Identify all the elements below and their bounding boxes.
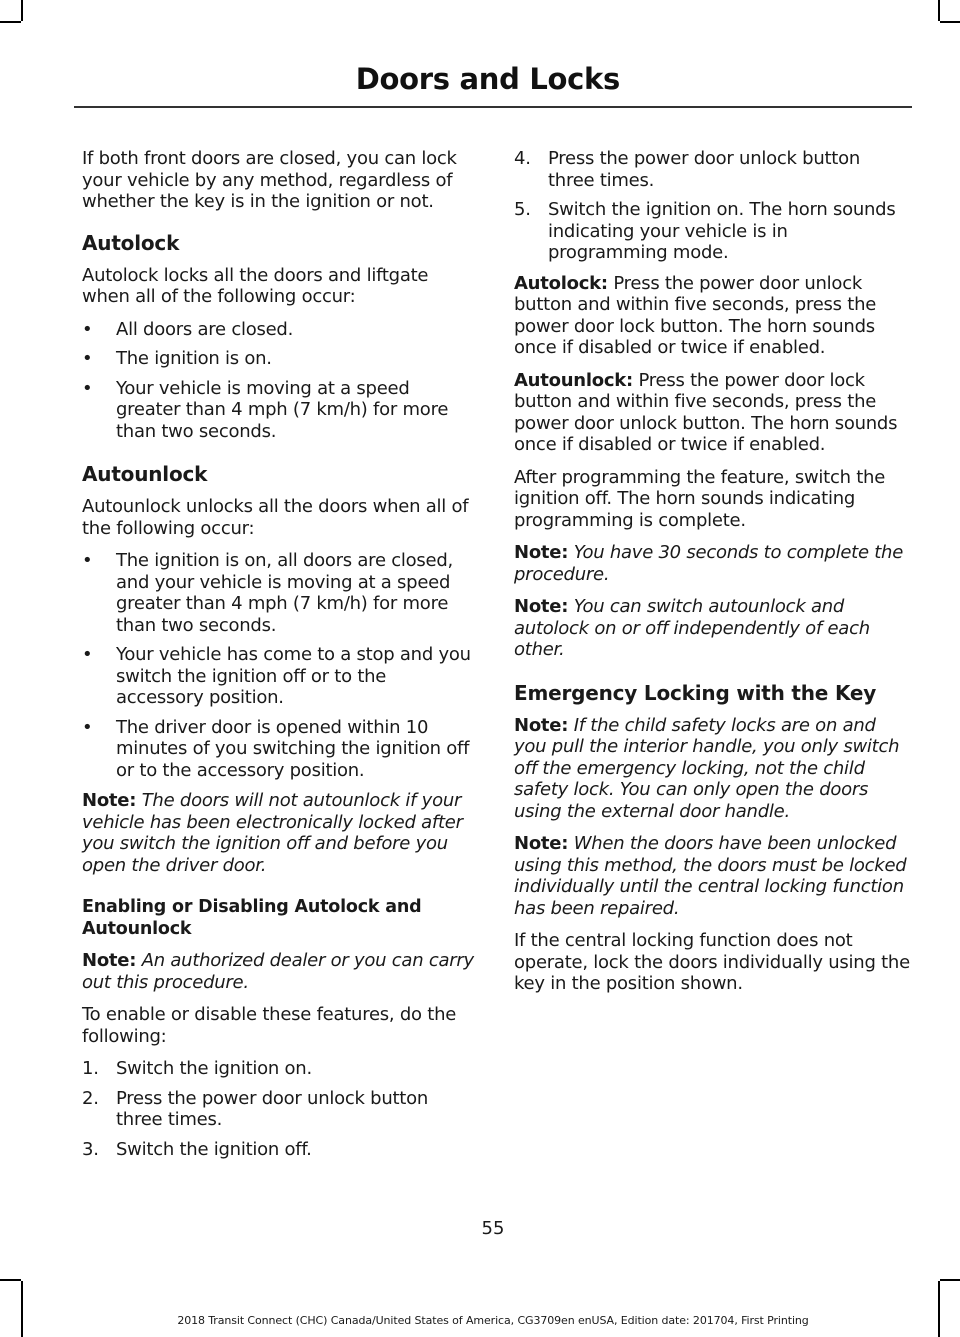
autounlock-paragraph: Autounlock unlocks all the doors when all of the following occur: bbox=[82, 496, 469, 539]
bullet-icon: • bbox=[82, 377, 93, 399]
right-column bbox=[514, 148, 910, 1006]
autolock-instruction bbox=[514, 273, 910, 359]
autounlock-instruction bbox=[514, 370, 910, 456]
note-label: Note: bbox=[514, 542, 569, 563]
note-text: An authorized dealer or you can carry out this procedure. bbox=[82, 950, 474, 993]
step-number: 5. bbox=[514, 199, 531, 220]
note-label: Note: bbox=[514, 596, 569, 617]
page-title: Doors and Locks bbox=[355, 62, 620, 96]
emergency-note-1 bbox=[514, 715, 910, 823]
enabling-note bbox=[82, 950, 478, 993]
step-item bbox=[514, 148, 910, 191]
list-item-text: The driver door is opened within 10 minutes of you switching the ignition off or to the accessory position. bbox=[116, 716, 470, 781]
note-label: Note: bbox=[82, 950, 137, 971]
list-item bbox=[82, 550, 478, 636]
bullet-icon: • bbox=[82, 716, 93, 738]
list-item-text: All doors are closed. bbox=[116, 318, 294, 340]
crop-mark bbox=[21, 0, 23, 21]
emergency-note-2 bbox=[514, 833, 910, 919]
autounlock-bullet-list bbox=[82, 550, 478, 781]
intro-paragraph: If both front doors are closed, you can lock your vehicle by any method, regardless of whether the key is in the ignition or not. bbox=[82, 148, 457, 212]
crop-mark bbox=[21, 1281, 23, 1337]
list-item bbox=[82, 644, 478, 709]
autolock-instruction-text: Press the power door unlock button and within five seconds, press the power door lock button. The horn sounds once if disabled or twice if enabled. bbox=[514, 272, 877, 358]
list-item bbox=[82, 319, 478, 341]
step-number: 4. bbox=[514, 148, 531, 169]
footer-text: 2018 Transit Connect (CHC) Canada/United States of America, CG3709en enUSA, Edition date: 201704, First Printing bbox=[177, 1314, 809, 1327]
list-item-text: The ignition is on, all doors are closed, and your vehicle is moving at a speed greater than 4 mph (7 km/h) for more than two seconds. bbox=[116, 550, 453, 636]
autounlock-label: Autounlock: bbox=[514, 369, 633, 391]
step-number: 1. bbox=[82, 1058, 99, 1079]
list-item-text: Your vehicle is moving at a speed greater than 4 mph (7 km/h) for more than two seconds. bbox=[116, 377, 449, 442]
autolock-paragraph: Autolock locks all the doors and liftgate when all of the following occur: bbox=[82, 264, 429, 307]
programming-note-2 bbox=[514, 596, 910, 661]
note-label: Note: bbox=[514, 714, 569, 736]
enabling-steps-list bbox=[82, 1058, 478, 1160]
crop-mark bbox=[940, 1279, 960, 1281]
list-item-text: Your vehicle has come to a stop and you switch the ignition off or to the accessory position. bbox=[116, 644, 471, 708]
note-label: Note: bbox=[82, 790, 137, 811]
step-text: Switch the ignition on. The horn sounds indicating your vehicle is in programming mode. bbox=[548, 199, 896, 263]
header-rule bbox=[74, 106, 912, 108]
after-programming-paragraph: After programming the feature, switch the ignition off. The horn sounds indicating programming is complete. bbox=[514, 466, 886, 531]
step-number: 2. bbox=[82, 1087, 99, 1109]
programming-steps-list bbox=[514, 148, 910, 264]
crop-mark bbox=[938, 0, 940, 21]
step-item bbox=[514, 199, 910, 264]
autounlock-instruction-text: Press the power door lock button and within five seconds, press the power door unlock button. The horn sounds once if disabled or twice if enabled. bbox=[514, 369, 898, 455]
crop-mark bbox=[938, 1281, 940, 1337]
bullet-icon: • bbox=[82, 550, 93, 571]
note-text: When the doors have been unlocked using this method, the doors must be locked individually until the central locking function has been repaired. bbox=[514, 833, 907, 919]
note-text: If the child safety locks are on and you pull the interior handle, you only switch off the emergency locking, not the child safety lock. You can only open the doors using the external door handle. bbox=[514, 714, 900, 822]
note-text: You can switch autounlock and autolock on or off independently of each other. bbox=[514, 596, 870, 660]
crop-mark bbox=[0, 21, 21, 23]
note-text: The doors will not autounlock if your vehicle has been electronically locked after you switch the ignition off and before you open the driver door. bbox=[82, 790, 463, 876]
note-text: You have 30 seconds to complete the procedure. bbox=[514, 542, 904, 585]
step-item bbox=[82, 1058, 478, 1080]
list-item bbox=[82, 717, 478, 782]
autolock-label: Autolock: bbox=[514, 272, 608, 294]
page-number: 55 bbox=[481, 1218, 505, 1239]
step-text: Press the power door unlock button three times. bbox=[116, 1087, 429, 1130]
bullet-icon: • bbox=[82, 318, 93, 340]
note-label: Note: bbox=[514, 833, 569, 854]
list-item bbox=[82, 378, 478, 443]
emergency-paragraph: If the central locking function does not operate, lock the doors individually using the key in the position shown. bbox=[514, 930, 910, 994]
list-item bbox=[82, 348, 478, 370]
bullet-icon: • bbox=[82, 348, 93, 369]
step-text: Press the power door unlock button three times. bbox=[548, 148, 861, 191]
programming-note-1 bbox=[514, 542, 910, 585]
list-item-text: The ignition is on. bbox=[116, 348, 272, 369]
crop-mark bbox=[0, 1279, 21, 1281]
emergency-locking-heading: Emergency Locking with the Key bbox=[514, 680, 877, 705]
enabling-paragraph: To enable or disable these features, do the following: bbox=[82, 1004, 457, 1047]
step-number: 3. bbox=[82, 1138, 99, 1160]
enabling-heading: Enabling or Disabling Autolock and Autounlock bbox=[82, 897, 422, 939]
step-text: Switch the ignition off. bbox=[116, 1138, 312, 1160]
autounlock-note bbox=[82, 790, 478, 876]
crop-mark bbox=[940, 21, 960, 23]
autolock-heading: Autolock bbox=[82, 230, 180, 255]
bullet-icon: • bbox=[82, 644, 93, 665]
step-item bbox=[82, 1088, 478, 1131]
autounlock-heading: Autounlock bbox=[82, 462, 208, 486]
step-item bbox=[82, 1139, 478, 1161]
autolock-bullet-list bbox=[82, 319, 478, 443]
step-text: Switch the ignition on. bbox=[116, 1058, 312, 1079]
left-column bbox=[82, 148, 478, 1169]
